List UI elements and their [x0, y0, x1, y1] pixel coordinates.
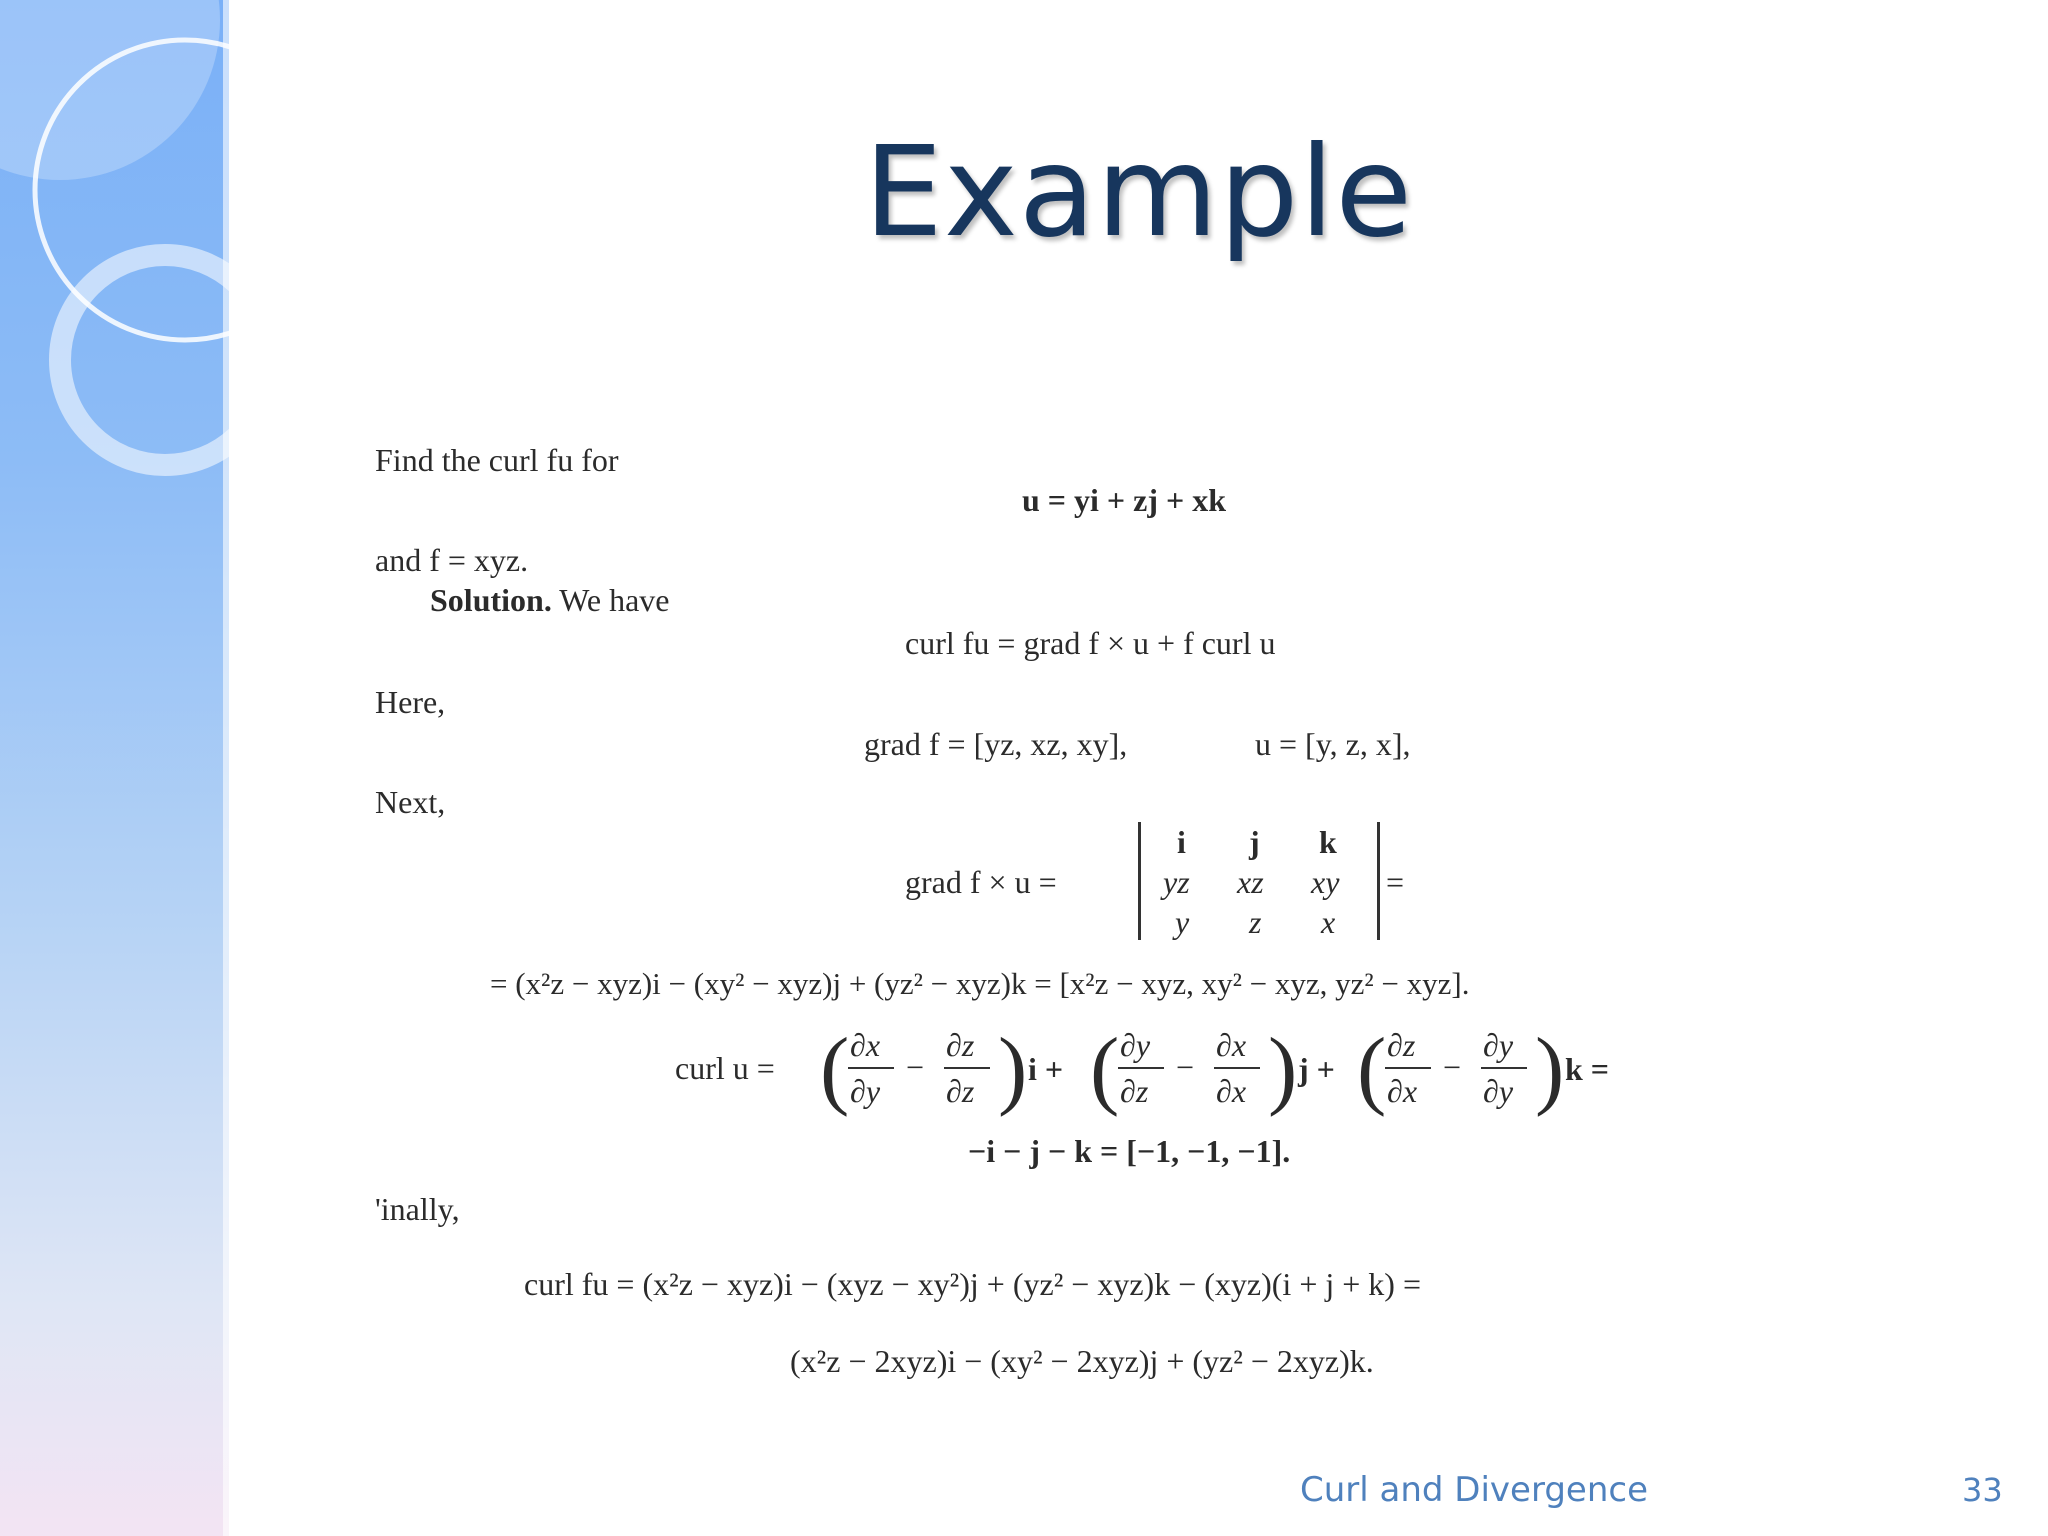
fraction-numerator: ∂x [850, 1027, 881, 1063]
determinant-rhs: = [1386, 864, 1405, 900]
fraction-numerator: ∂x [1216, 1027, 1247, 1063]
paren-left: ( [1357, 1021, 1387, 1118]
equation-curl-fu: curl fu = grad f × u + f curl u [905, 625, 1276, 661]
det-cell: j [1249, 824, 1260, 860]
problem-statement-f: and f = xyz. [375, 542, 529, 578]
equation-final-result: (x²z − 2xyz)i − (xy² − 2xyz)j + (yz² − 2xyz)k. [790, 1343, 1374, 1379]
minus-sign: − [906, 1049, 925, 1085]
fraction-denominator: ∂x [1216, 1073, 1247, 1109]
decor-ring-thick [60, 255, 229, 465]
solution-line [430, 584, 670, 616]
equation-grad-f: grad f = [yz, xz, xy], [864, 726, 1128, 762]
fraction-bar [1481, 1067, 1527, 1069]
determinant-matrix [1138, 822, 1380, 940]
paren-left: ( [1090, 1021, 1120, 1118]
equation-curl-u-result: −i − j − k = [−1, −1, −1]. [968, 1133, 1291, 1169]
det-cell: x [1321, 904, 1336, 940]
footer-title: Curl and Divergence [1300, 1470, 1649, 1510]
det-cell: y [1175, 904, 1190, 940]
paren-right: ) [1268, 1021, 1298, 1118]
problem-statement: Find the curl fu for [375, 442, 619, 478]
curl-term [1090, 1021, 1390, 1118]
curl-term [820, 1021, 1120, 1118]
fraction-numerator: ∂z [946, 1027, 975, 1063]
fraction-denominator: ∂z [1120, 1073, 1149, 1109]
unit-vector: i + [1028, 1051, 1064, 1087]
fraction-denominator: ∂x [1387, 1073, 1418, 1109]
det-cell: yz [1163, 864, 1190, 900]
det-cell: z [1249, 904, 1262, 940]
det-cell: xy [1311, 864, 1340, 900]
equation-u-vector: u = [y, z, x], [1255, 726, 1411, 762]
equation-final: curl fu = (x²z − xyz)i − (xyz − xy²)j + (yz² − xyz)k − (xyz)(i + j + k) = [524, 1266, 1421, 1302]
det-cell: xz [1237, 864, 1264, 900]
det-cell: i [1177, 824, 1186, 860]
minus-sign: − [1176, 1049, 1195, 1085]
equation-u: u = yi + zj + xk [1022, 482, 1227, 518]
paren-right: ) [998, 1021, 1028, 1118]
curl-u-lhs: curl u = [675, 1050, 775, 1086]
slide-title: Example [863, 120, 1414, 265]
solution-text: We have [559, 582, 670, 618]
solution-label: Solution. [430, 582, 552, 618]
paren-left: ( [820, 1021, 850, 1118]
decorative-circles [0, 0, 229, 1536]
fraction-numerator: ∂y [1483, 1027, 1514, 1063]
fraction-bar [848, 1067, 894, 1069]
decor-circle-large [0, 0, 220, 180]
fraction-denominator: ∂y [850, 1073, 881, 1109]
unit-vector: j + [1298, 1051, 1335, 1087]
fraction-bar [944, 1067, 990, 1069]
paren-right: ) [1535, 1021, 1565, 1118]
curl-term [1357, 1021, 1657, 1118]
fraction-numerator: ∂y [1120, 1027, 1151, 1063]
page-number: 33 [1962, 1471, 2003, 1509]
sidebar-decoration [0, 0, 229, 1536]
fraction-bar [1118, 1067, 1164, 1069]
unit-vector: k = [1565, 1051, 1610, 1087]
fraction-denominator: ∂z [946, 1073, 975, 1109]
det-cell: k [1319, 824, 1337, 860]
equation-cross-product: = (x²z − xyz)i − (xy² − xyz)j + (yz² − xyz)k = [x²z − xyz, xy² − xyz, yz² − xyz]. [490, 966, 1470, 1001]
determinant-lhs: grad f × u = [905, 864, 1057, 900]
text-here: Here, [375, 684, 446, 720]
fraction-denominator: ∂y [1483, 1073, 1514, 1109]
minus-sign: − [1443, 1049, 1462, 1085]
fraction-bar [1385, 1067, 1431, 1069]
fraction-numerator: ∂z [1387, 1027, 1416, 1063]
text-next: Next, [375, 784, 446, 820]
fraction-bar [1214, 1067, 1260, 1069]
text-finally: 'inally, [375, 1191, 460, 1227]
